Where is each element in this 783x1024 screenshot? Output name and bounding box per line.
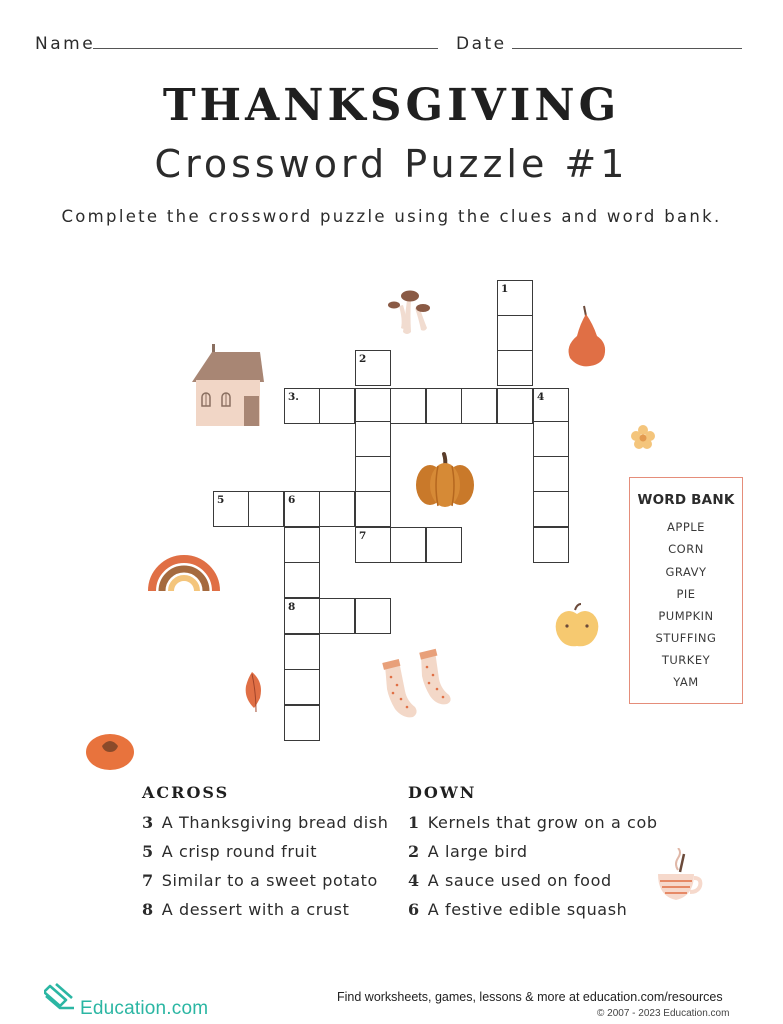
crossword-cell[interactable] — [355, 456, 391, 492]
word-bank-item: APPLE — [667, 520, 705, 534]
crossword-cell[interactable] — [355, 421, 391, 457]
word-bank-item: YAM — [673, 675, 699, 689]
crossword-cell[interactable] — [284, 669, 320, 705]
crossword-cell[interactable] — [284, 388, 320, 424]
socks-icon — [377, 645, 459, 721]
clue-num: 5 — [142, 842, 154, 861]
across-clue — [142, 871, 378, 890]
clue-number: 3. — [288, 391, 299, 403]
education-logo-text[interactable]: Education.com — [80, 998, 209, 1019]
clue-text: A festive edible squash — [427, 900, 628, 919]
clue-num: 2 — [408, 842, 420, 861]
across-clue — [142, 900, 349, 919]
page-subtitle: Crossword Puzzle #1 — [154, 142, 629, 186]
across-heading: ACROSS — [142, 783, 230, 802]
down-clue — [408, 871, 612, 890]
across-clue — [142, 842, 317, 861]
clue-number: 1 — [501, 283, 509, 295]
clue-text: A Thanksgiving bread dish — [161, 813, 389, 832]
name-label: Name — [35, 34, 96, 54]
clue-num: 1 — [408, 813, 420, 832]
word-bank-item: CORN — [668, 542, 704, 556]
crossword-cell[interactable] — [533, 527, 569, 563]
crossword-cell[interactable] — [284, 634, 320, 670]
crossword-cell[interactable] — [497, 388, 533, 424]
house-icon — [188, 330, 268, 428]
clue-number: 4 — [537, 391, 545, 403]
clue-num: 4 — [408, 871, 420, 890]
mug-icon — [654, 848, 704, 904]
crossword-cell[interactable] — [461, 388, 497, 424]
clue-text: A crisp round fruit — [161, 842, 318, 861]
clue-num: 6 — [408, 900, 420, 919]
crossword-cell[interactable] — [355, 350, 391, 386]
word-bank-item: STUFFING — [655, 631, 717, 645]
name-line[interactable] — [93, 48, 438, 49]
clue-text: Similar to a sweet potato — [161, 871, 378, 890]
pumpkin-icon — [414, 450, 476, 510]
pear-icon — [562, 302, 612, 368]
word-bank-item: GRAVY — [665, 565, 707, 579]
clue-num: 7 — [142, 871, 154, 890]
crossword-cell[interactable] — [248, 491, 284, 527]
persimmon-icon — [84, 730, 136, 772]
crossword-cell[interactable] — [533, 456, 569, 492]
flower-icon — [630, 424, 656, 450]
across-clue — [142, 813, 388, 832]
crossword-cell[interactable] — [284, 598, 320, 634]
clue-text: A sauce used on food — [427, 871, 612, 890]
crossword-cell[interactable] — [319, 491, 355, 527]
crossword-cell[interactable] — [390, 388, 426, 424]
clue-number: 7 — [359, 530, 367, 542]
crossword-cell[interactable] — [284, 705, 320, 741]
clue-num: 3 — [142, 813, 154, 832]
mushroom-icon — [385, 286, 435, 338]
instructions: Complete the crossword puzzle using the clues and word bank. — [61, 207, 722, 226]
clue-number: 6 — [288, 494, 296, 506]
crossword-cell[interactable] — [390, 527, 426, 563]
clue-text: A dessert with a crust — [161, 900, 350, 919]
crossword-cell[interactable] — [533, 491, 569, 527]
crossword-cell[interactable] — [355, 598, 391, 634]
crossword-cell[interactable] — [426, 527, 462, 563]
down-clue — [408, 900, 627, 919]
apple-icon — [553, 602, 603, 648]
clue-text: Kernels that grow on a cob — [427, 813, 658, 832]
crossword-cell[interactable] — [284, 527, 320, 563]
word-bank-item: PIE — [676, 587, 696, 601]
crossword-cell[interactable] — [355, 491, 391, 527]
down-clue — [408, 842, 528, 861]
crossword-cell[interactable] — [355, 388, 391, 424]
date-label: Date — [456, 34, 507, 54]
crossword-cell[interactable] — [284, 491, 320, 527]
clue-num: 8 — [142, 900, 154, 919]
crossword-cell[interactable] — [497, 280, 533, 316]
crossword-cell[interactable] — [213, 491, 249, 527]
crossword-cell[interactable] — [497, 350, 533, 386]
clue-number: 8 — [288, 601, 296, 613]
crossword-cell[interactable] — [426, 388, 462, 424]
clue-text: A large bird — [427, 842, 528, 861]
crossword-cell[interactable] — [319, 388, 355, 424]
resources-link[interactable]: Find worksheets, games, lessons & more at education.com/resources — [337, 990, 723, 1004]
date-line[interactable] — [512, 48, 742, 49]
word-bank-item: PUMPKIN — [658, 609, 714, 623]
clue-number: 2 — [359, 353, 367, 365]
crossword-cell[interactable] — [533, 421, 569, 457]
word-bank-title: WORD BANK — [637, 492, 735, 508]
down-clue — [408, 813, 658, 832]
crossword-cell[interactable] — [284, 562, 320, 598]
crossword-cell[interactable] — [319, 598, 355, 634]
crossword-cell[interactable] — [497, 315, 533, 351]
crossword-cell[interactable] — [355, 527, 391, 563]
education-logo-icon[interactable] — [44, 982, 78, 1012]
word-bank-item: TURKEY — [661, 653, 711, 667]
rainbow-icon — [148, 545, 220, 593]
crossword-cell[interactable] — [533, 388, 569, 424]
word-bank — [629, 477, 743, 704]
clue-number: 5 — [217, 494, 225, 506]
down-heading: DOWN — [408, 783, 477, 802]
page-title: THANKSGIVING — [162, 80, 621, 131]
leaf-icon — [242, 670, 266, 714]
copyright: © 2007 - 2023 Education.com — [597, 1008, 730, 1019]
